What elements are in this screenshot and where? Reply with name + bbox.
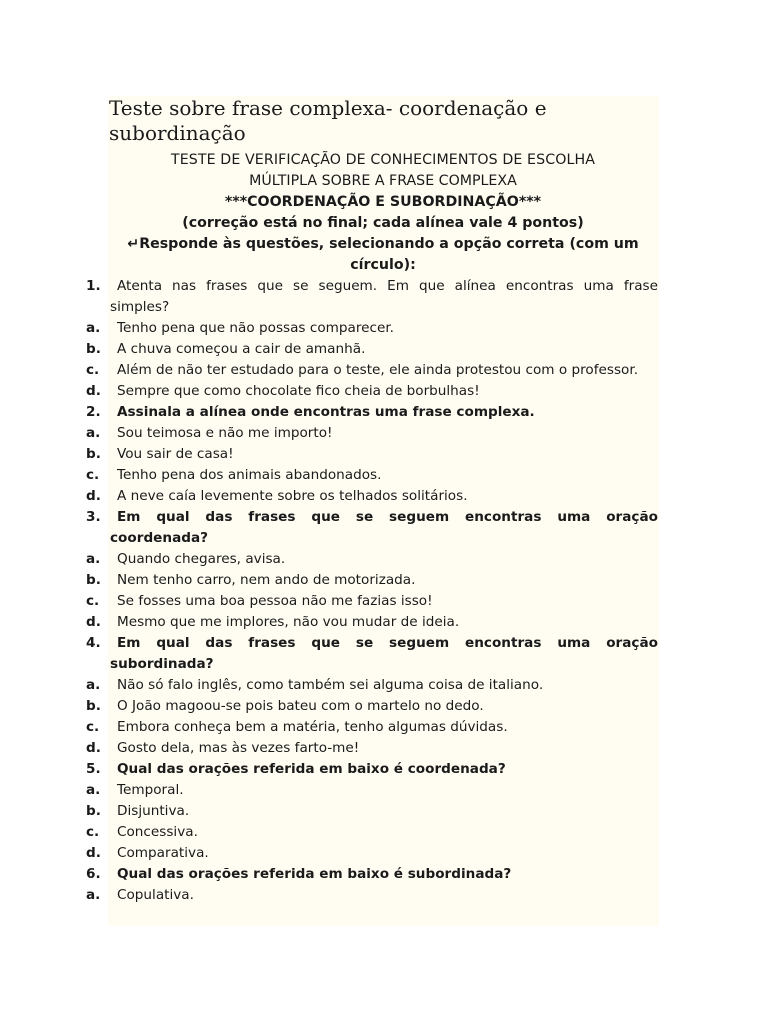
item-text: Copulativa. (117, 887, 194, 903)
option-item (0, 486, 768, 507)
item-marker: 3. (86, 509, 101, 525)
item-text: Não só falo inglês, como também sei alguma coisa de italiano. (117, 677, 544, 693)
item-text: Sou teimosa e não me importo! (117, 425, 333, 441)
instructions-text: Responde às questões, selecionando a opção correta (com um círculo): (139, 236, 639, 273)
item-text: Gosto dela, mas às vezes farto-me! (117, 740, 360, 756)
item-marker: b. (86, 803, 101, 819)
item-text: A neve caía levemente sobre os telhados solitários. (117, 488, 468, 504)
item-marker: d. (86, 383, 101, 399)
item-text: Sempre que como chocolate fico cheia de borbulhas! (117, 383, 480, 399)
question-item (0, 633, 768, 675)
option-item (0, 738, 768, 759)
item-marker: 4. (86, 635, 101, 651)
item-marker: c. (86, 362, 100, 378)
item-text: Se fosses uma boa pessoa não me fazias isso! (117, 593, 433, 609)
item-marker: 6. (86, 866, 101, 882)
item-text: Assinala a alínea onde encontras uma frase complexa. (117, 404, 535, 420)
option-item (0, 339, 768, 360)
item-marker: a. (86, 551, 101, 567)
item-text: Temporal. (117, 782, 184, 798)
item-text: Comparativa. (117, 845, 209, 861)
option-item (0, 549, 768, 570)
option-item (0, 696, 768, 717)
option-item (0, 570, 768, 591)
item-marker: c. (86, 593, 100, 609)
item-marker: d. (86, 845, 101, 861)
item-marker: c. (86, 824, 100, 840)
question-item (0, 402, 768, 423)
item-text: Qual das orações referida em baixo é coordenada? (117, 761, 506, 777)
item-marker: d. (86, 614, 101, 630)
item-marker: 2. (86, 404, 101, 420)
item-text: Vou sair de casa! (117, 446, 234, 462)
item-marker: a. (86, 677, 101, 693)
option-item (0, 612, 768, 633)
item-text: Tenho pena dos animais abandonados. (117, 467, 382, 483)
item-marker: b. (86, 572, 101, 588)
option-item (0, 423, 768, 444)
question-list (0, 276, 768, 906)
item-text: Nem tenho carro, nem ando de motorizada. (117, 572, 416, 588)
item-marker: b. (86, 341, 101, 357)
item-marker: b. (86, 446, 101, 462)
item-marker: d. (86, 740, 101, 756)
item-text: Além de não ter estudado para o teste, ele ainda protestou com o professor. (117, 362, 639, 378)
option-item (0, 360, 768, 381)
item-text: A chuva começou a cair de amanhã. (117, 341, 366, 357)
option-item (0, 843, 768, 864)
document-title: Teste sobre frase complexa- coordenação e subordinação (109, 96, 547, 145)
question-item (0, 507, 768, 549)
item-text: Qual das orações referida em baixo é subordinada? (117, 866, 512, 882)
option-item (0, 801, 768, 822)
item-text: Concessiva. (117, 824, 198, 840)
item-marker: c. (86, 719, 100, 735)
item-marker: a. (86, 887, 101, 903)
item-marker: d. (86, 488, 101, 504)
option-item (0, 780, 768, 801)
question-item (0, 276, 768, 318)
item-marker: c. (86, 467, 100, 483)
option-item (0, 465, 768, 486)
item-text: Quando chegares, avisa. (117, 551, 286, 567)
option-item (0, 822, 768, 843)
item-text: Embora conheça bem a matéria, tenho algumas dúvidas. (117, 719, 508, 735)
item-text: Mesmo que me implores, não vou mudar de ideia. (117, 614, 460, 630)
item-marker: 5. (86, 761, 101, 777)
item-marker: a. (86, 425, 101, 441)
option-item (0, 591, 768, 612)
option-item (0, 318, 768, 339)
item-marker: b. (86, 698, 101, 714)
question-item (0, 864, 768, 885)
option-item (0, 675, 768, 696)
test-header (109, 150, 657, 276)
item-marker: a. (86, 782, 101, 798)
return-arrow-icon: ↵ (127, 236, 140, 252)
item-marker: 1. (86, 278, 101, 294)
header-line-2: MÚLTIPLA SOBRE A FRASE COMPLEXA (249, 173, 517, 189)
item-text: Tenho pena que não possas comparecer. (117, 320, 394, 336)
item-text: Em qual das frases que se seguem encontras uma oração coordenada? (110, 509, 658, 546)
header-line-1: TESTE DE VERIFICAÇÃO DE CONHECIMENTOS DE ESCOLHA (170, 152, 596, 168)
option-item (0, 381, 768, 402)
item-marker: a. (86, 320, 101, 336)
item-text: Disjuntiva. (117, 803, 190, 819)
header-line-5 (109, 234, 657, 276)
option-item (0, 717, 768, 738)
item-text: O João magoou-se pois bateu com o martelo no dedo. (117, 698, 484, 714)
item-text: Atenta nas frases que se seguem. Em que alínea encontras uma frase simples? (110, 278, 658, 315)
item-text: Em qual das frases que se seguem encontras uma oração subordinada? (110, 635, 658, 672)
header-line-3: ***COORDENAÇÃO E SUBORDINAÇÃO*** (224, 194, 542, 210)
option-item (0, 444, 768, 465)
option-item (0, 885, 768, 906)
header-line-4: (correção está no final; cada alínea vale 4 pontos) (182, 215, 584, 231)
question-item (0, 759, 768, 780)
